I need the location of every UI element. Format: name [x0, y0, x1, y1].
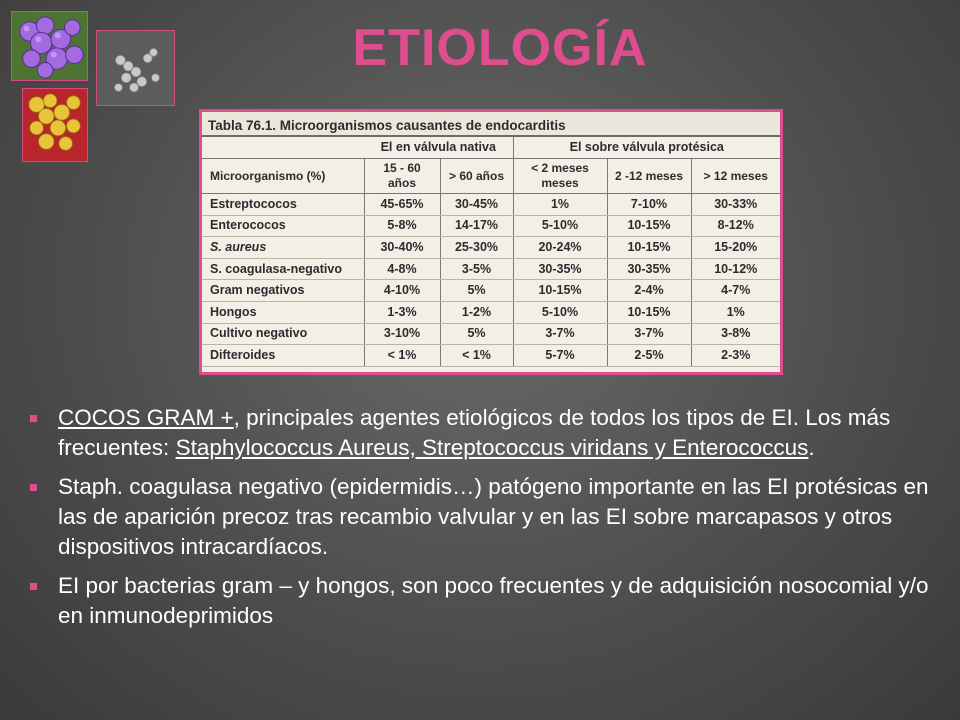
table-cell: 4-10%: [364, 280, 440, 302]
subheader: > 60 años: [440, 159, 513, 194]
subheader: > 12 meses: [691, 159, 780, 194]
table-cell: 1%: [513, 194, 607, 216]
table-row: [202, 280, 780, 302]
yellow-cocci-micrograph: [22, 88, 88, 162]
table-cell: 3-8%: [691, 323, 780, 345]
table-cell: 30-33%: [691, 194, 780, 216]
row-label: Hongos: [202, 301, 364, 323]
subheader: < 2 meses meses: [513, 159, 607, 194]
bullet-text: Staph. coagulasa negativo (epidermidis…) patógeno importante en las EI protésicas en las de aparición precoz tras recambio valvular y en las EI sobre marcapasos y otros dispositivos intracardíacos.: [58, 474, 929, 559]
bullet-item: [30, 571, 945, 631]
table-cell: 10-15%: [607, 301, 691, 323]
bullet-list: [30, 403, 945, 640]
table-cell: 5-7%: [513, 345, 607, 367]
row-label: S. coagulasa-negativo: [202, 258, 364, 280]
table-row: [202, 345, 780, 367]
table-cell: 15-20%: [691, 237, 780, 259]
subheader: 15 - 60 años: [364, 159, 440, 194]
table-cell: 30-45%: [440, 194, 513, 216]
table-cell: < 1%: [364, 345, 440, 367]
table-cell: 10-12%: [691, 258, 780, 280]
row-label: Enterococos: [202, 215, 364, 237]
table-cell: 7-10%: [607, 194, 691, 216]
group-native-valve: El en válvula nativa: [364, 136, 513, 159]
table-cell: 5-8%: [364, 215, 440, 237]
row-label: Gram negativos: [202, 280, 364, 302]
table-cell: 3-7%: [607, 323, 691, 345]
table-cell: 5-10%: [513, 215, 607, 237]
column-header-microorganism: Microorganismo (%): [202, 159, 364, 194]
table-cell: < 1%: [440, 345, 513, 367]
bullet-text: EI por bacterias gram – y hongos, son poco frecuentes y de adquisición nosocomial y/o en inmunodeprimidos: [58, 573, 929, 628]
table-cell: 8-12%: [691, 215, 780, 237]
table-cell: 2-3%: [691, 345, 780, 367]
endocarditis-table: [199, 109, 783, 375]
table-cell: 5-10%: [513, 301, 607, 323]
table-cell: 5%: [440, 323, 513, 345]
table-cell: 20-24%: [513, 237, 607, 259]
table-cell: 10-15%: [607, 237, 691, 259]
table-cell: 10-15%: [513, 280, 607, 302]
table-cell: 2-4%: [607, 280, 691, 302]
table-caption: Tabla 76.1. Microorganismos causantes de endocarditis: [202, 112, 780, 136]
table-cell: 30-35%: [513, 258, 607, 280]
table-row: [202, 323, 780, 345]
table-cell: 3-5%: [440, 258, 513, 280]
bullet-item: [30, 472, 945, 562]
table-row: [202, 237, 780, 259]
table-cell: 30-40%: [364, 237, 440, 259]
table-cell: 2-5%: [607, 345, 691, 367]
bullet-marker-icon: [30, 415, 37, 422]
table-row: [202, 301, 780, 323]
table-cell: 3-7%: [513, 323, 607, 345]
bullet-text: .: [808, 435, 815, 460]
highlight-text: Staphylococcus Aureus, Streptococcus viridans y Enterococcus: [175, 435, 809, 460]
row-label: S. aureus: [202, 237, 364, 259]
bullet-marker-icon: [30, 583, 37, 590]
table-cell: 4-7%: [691, 280, 780, 302]
table-cell: 4-8%: [364, 258, 440, 280]
table-cell: 25-30%: [440, 237, 513, 259]
slide-title: ETIOLOGÍA: [352, 19, 648, 77]
group-prosthetic-valve: El sobre válvula protésica: [513, 136, 780, 159]
highlight-text: COCOS GRAM +: [58, 405, 234, 430]
table-cell: 30-35%: [607, 258, 691, 280]
table-row: [202, 194, 780, 216]
table-cell: 45-65%: [364, 194, 440, 216]
subheader: 2 -12 meses: [607, 159, 691, 194]
table-row: [202, 215, 780, 237]
row-label: Estreptococos: [202, 194, 364, 216]
table-cell: 14-17%: [440, 215, 513, 237]
table-cell: 1-2%: [440, 301, 513, 323]
bullet-marker-icon: [30, 484, 37, 491]
row-label: Difteroides: [202, 345, 364, 367]
table-cell: 1-3%: [364, 301, 440, 323]
table-cell: 1%: [691, 301, 780, 323]
table-row: [202, 258, 780, 280]
table-cell: 5%: [440, 280, 513, 302]
bullet-text: , principales agentes etiológicos de todos los tipos de EI. Los más frecuentes:: [58, 405, 891, 460]
bullet-item: [30, 403, 945, 463]
row-label: Cultivo negativo: [202, 323, 364, 345]
table-cell: 3-10%: [364, 323, 440, 345]
table-cell: 10-15%: [607, 215, 691, 237]
